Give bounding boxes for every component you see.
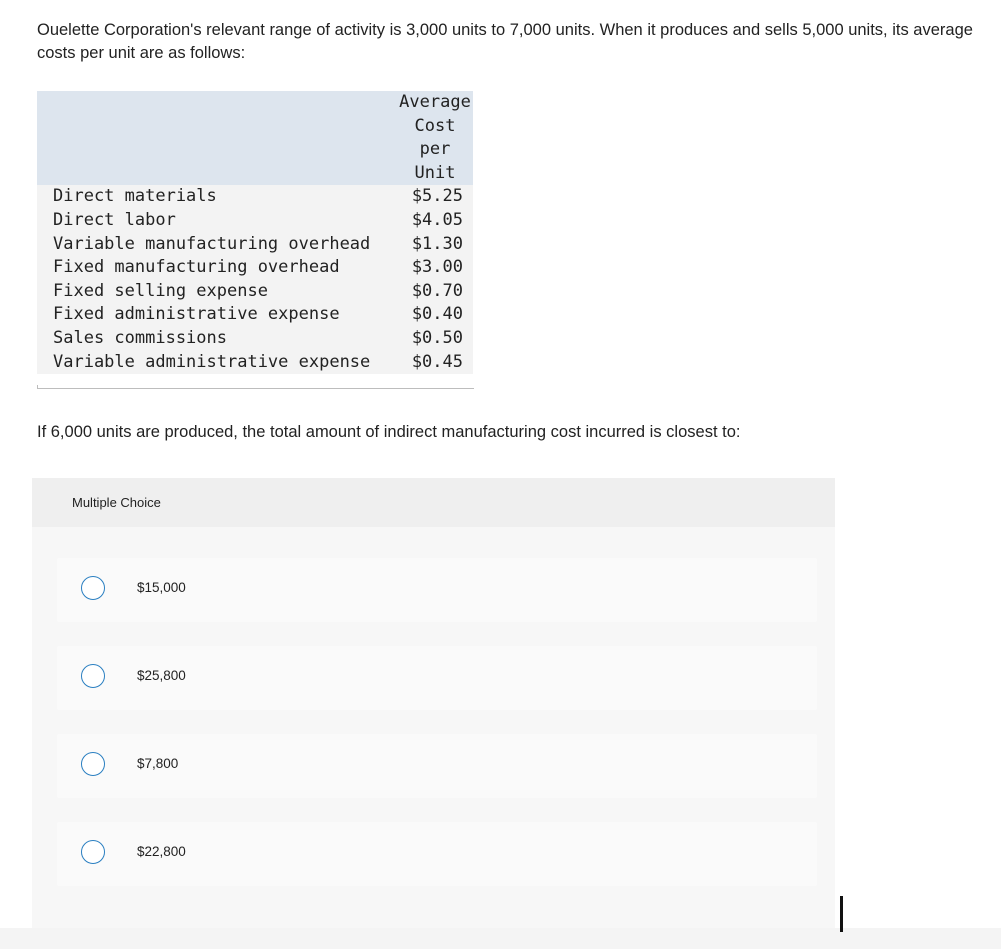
table-row — [37, 351, 473, 375]
header-line: Average — [399, 92, 471, 112]
question-text: If 6,000 units are produced, the total amount of indirect manufacturing cost incurred is closest to: — [37, 423, 741, 441]
table-row — [37, 303, 473, 327]
header-line: Cost — [414, 115, 456, 136]
table-row — [37, 233, 473, 257]
cost-item-label: Direct labor — [37, 209, 397, 233]
text-cursor-icon — [840, 896, 843, 932]
header-line: Unit — [414, 162, 456, 183]
answer-option-3[interactable] — [57, 734, 817, 798]
answer-option-label: $7,800 — [137, 756, 179, 771]
table-header-row — [37, 91, 473, 185]
cost-item-label: Sales commissions — [37, 327, 397, 351]
multiple-choice-panel — [32, 478, 835, 928]
cost-item-value: $5.25 — [397, 185, 473, 209]
cost-item-value: $1.30 — [397, 233, 473, 257]
answer-option-1[interactable] — [57, 558, 817, 622]
table-bottom-border — [37, 385, 474, 389]
bottom-strip — [0, 928, 1001, 949]
table-row — [37, 185, 473, 209]
problem-statement: Ouelette Corporation's relevant range of activity is 3,000 units to 7,000 units. When it produces and sells 5,000 units, its average costs per unit are as follows: — [37, 21, 973, 62]
cost-table — [37, 91, 473, 374]
answer-option-label: $25,800 — [137, 668, 186, 683]
cost-item-value: $4.05 — [397, 209, 473, 233]
cost-item-value: $0.40 — [397, 303, 473, 327]
header-line: per — [419, 139, 451, 160]
answer-option-label: $22,800 — [137, 844, 186, 859]
cost-item-label: Variable manufacturing overhead — [37, 233, 397, 257]
cost-item-label: Fixed selling expense — [37, 280, 397, 304]
radio-button-icon[interactable] — [81, 664, 105, 688]
radio-button-icon[interactable] — [81, 752, 105, 776]
cost-item-value: $0.50 — [397, 327, 473, 351]
cost-item-value: $0.45 — [397, 351, 473, 375]
cost-item-label: Direct materials — [37, 185, 397, 209]
cost-item-label: Fixed administrative expense — [37, 303, 397, 327]
answer-option-label: $15,000 — [137, 580, 186, 595]
cost-item-value: $3.00 — [397, 256, 473, 280]
table-row — [37, 327, 473, 351]
table-row — [37, 280, 473, 304]
table-row — [37, 209, 473, 233]
cost-item-label: Variable administrative expense — [37, 351, 397, 375]
cost-item-label: Fixed manufacturing overhead — [37, 256, 397, 280]
answer-option-2[interactable] — [57, 646, 817, 710]
multiple-choice-header: Multiple Choice — [32, 478, 835, 527]
cost-item-value: $0.70 — [397, 280, 473, 304]
answer-option-4[interactable] — [57, 822, 817, 886]
radio-button-icon[interactable] — [81, 576, 105, 600]
radio-button-icon[interactable] — [81, 840, 105, 864]
table-header-average-cost-per-unit — [397, 91, 473, 185]
table-row — [37, 256, 473, 280]
table-header-blank — [37, 91, 397, 185]
